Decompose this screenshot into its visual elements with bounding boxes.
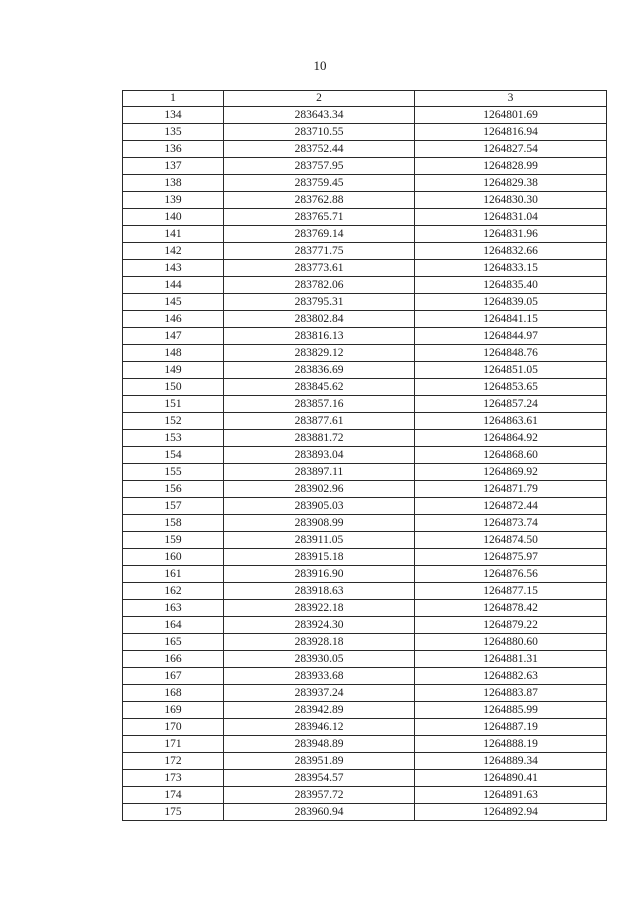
cell-point-number: 164 <box>123 617 224 634</box>
table-row <box>123 362 607 379</box>
cell-y-coordinate: 1264889.34 <box>415 753 607 770</box>
table-row <box>123 158 607 175</box>
cell-point-number: 136 <box>123 141 224 158</box>
cell-x-coordinate: 283905.03 <box>224 498 415 515</box>
table-row <box>123 753 607 770</box>
cell-point-number: 171 <box>123 736 224 753</box>
cell-point-number: 151 <box>123 396 224 413</box>
table-row <box>123 328 607 345</box>
cell-x-coordinate: 283951.89 <box>224 753 415 770</box>
cell-x-coordinate: 283881.72 <box>224 430 415 447</box>
table-row <box>123 736 607 753</box>
cell-y-coordinate: 1264882.63 <box>415 668 607 685</box>
table-row <box>123 107 607 124</box>
cell-y-coordinate: 1264835.40 <box>415 277 607 294</box>
table-row <box>123 549 607 566</box>
table-row <box>123 396 607 413</box>
cell-point-number: 159 <box>123 532 224 549</box>
cell-point-number: 156 <box>123 481 224 498</box>
table-row <box>123 481 607 498</box>
cell-x-coordinate: 283877.61 <box>224 413 415 430</box>
cell-y-coordinate: 1264888.19 <box>415 736 607 753</box>
table-row <box>123 209 607 226</box>
cell-x-coordinate: 283922.18 <box>224 600 415 617</box>
cell-x-coordinate: 283893.04 <box>224 447 415 464</box>
cell-y-coordinate: 1264872.44 <box>415 498 607 515</box>
cell-x-coordinate: 283857.16 <box>224 396 415 413</box>
header-y-coordinate: 3 <box>415 91 607 107</box>
cell-y-coordinate: 1264851.05 <box>415 362 607 379</box>
cell-x-coordinate: 283795.31 <box>224 294 415 311</box>
cell-y-coordinate: 1264875.97 <box>415 549 607 566</box>
cell-x-coordinate: 283710.55 <box>224 124 415 141</box>
cell-point-number: 157 <box>123 498 224 515</box>
table-row <box>123 430 607 447</box>
table-row <box>123 770 607 787</box>
cell-point-number: 138 <box>123 175 224 192</box>
cell-point-number: 165 <box>123 634 224 651</box>
cell-y-coordinate: 1264827.54 <box>415 141 607 158</box>
cell-y-coordinate: 1264868.60 <box>415 447 607 464</box>
cell-point-number: 168 <box>123 685 224 702</box>
table-row <box>123 260 607 277</box>
cell-point-number: 162 <box>123 583 224 600</box>
cell-x-coordinate: 283759.45 <box>224 175 415 192</box>
table-row <box>123 617 607 634</box>
cell-point-number: 173 <box>123 770 224 787</box>
cell-x-coordinate: 283946.12 <box>224 719 415 736</box>
cell-x-coordinate: 283933.68 <box>224 668 415 685</box>
cell-point-number: 140 <box>123 209 224 226</box>
cell-x-coordinate: 283908.99 <box>224 515 415 532</box>
cell-x-coordinate: 283957.72 <box>224 787 415 804</box>
cell-y-coordinate: 1264869.92 <box>415 464 607 481</box>
table-row <box>123 413 607 430</box>
cell-x-coordinate: 283752.44 <box>224 141 415 158</box>
cell-y-coordinate: 1264878.42 <box>415 600 607 617</box>
cell-point-number: 150 <box>123 379 224 396</box>
cell-x-coordinate: 283816.13 <box>224 328 415 345</box>
page-number: 10 <box>313 58 327 73</box>
cell-y-coordinate: 1264881.31 <box>415 651 607 668</box>
table-row <box>123 277 607 294</box>
table-row <box>123 124 607 141</box>
cell-y-coordinate: 1264892.94 <box>415 804 607 821</box>
cell-point-number: 160 <box>123 549 224 566</box>
cell-x-coordinate: 283773.61 <box>224 260 415 277</box>
table-row <box>123 515 607 532</box>
cell-x-coordinate: 283960.94 <box>224 804 415 821</box>
cell-y-coordinate: 1264839.05 <box>415 294 607 311</box>
cell-point-number: 137 <box>123 158 224 175</box>
cell-y-coordinate: 1264890.41 <box>415 770 607 787</box>
cell-y-coordinate: 1264831.04 <box>415 209 607 226</box>
cell-x-coordinate: 283771.75 <box>224 243 415 260</box>
table-row <box>123 634 607 651</box>
cell-y-coordinate: 1264864.92 <box>415 430 607 447</box>
cell-y-coordinate: 1264885.99 <box>415 702 607 719</box>
cell-x-coordinate: 283911.05 <box>224 532 415 549</box>
table-row <box>123 719 607 736</box>
table-row <box>123 685 607 702</box>
table-row <box>123 532 607 549</box>
table-row <box>123 668 607 685</box>
cell-x-coordinate: 283902.96 <box>224 481 415 498</box>
cell-x-coordinate: 283802.84 <box>224 311 415 328</box>
table-row <box>123 583 607 600</box>
cell-x-coordinate: 283836.69 <box>224 362 415 379</box>
cell-x-coordinate: 283924.30 <box>224 617 415 634</box>
cell-x-coordinate: 283930.05 <box>224 651 415 668</box>
cell-x-coordinate: 283897.11 <box>224 464 415 481</box>
cell-x-coordinate: 283954.57 <box>224 770 415 787</box>
table-row <box>123 175 607 192</box>
cell-point-number: 161 <box>123 566 224 583</box>
cell-y-coordinate: 1264873.74 <box>415 515 607 532</box>
cell-y-coordinate: 1264874.50 <box>415 532 607 549</box>
cell-y-coordinate: 1264879.22 <box>415 617 607 634</box>
cell-x-coordinate: 283757.95 <box>224 158 415 175</box>
cell-y-coordinate: 1264828.99 <box>415 158 607 175</box>
table-row <box>123 566 607 583</box>
cell-y-coordinate: 1264831.96 <box>415 226 607 243</box>
table-row <box>123 311 607 328</box>
table-row <box>123 294 607 311</box>
table-row <box>123 345 607 362</box>
table-row <box>123 379 607 396</box>
cell-x-coordinate: 283928.18 <box>224 634 415 651</box>
table-body <box>123 107 607 821</box>
cell-point-number: 144 <box>123 277 224 294</box>
cell-point-number: 158 <box>123 515 224 532</box>
cell-x-coordinate: 283942.89 <box>224 702 415 719</box>
cell-point-number: 170 <box>123 719 224 736</box>
table-row <box>123 226 607 243</box>
cell-point-number: 142 <box>123 243 224 260</box>
table-row <box>123 192 607 209</box>
cell-point-number: 174 <box>123 787 224 804</box>
cell-y-coordinate: 1264876.56 <box>415 566 607 583</box>
table-row <box>123 141 607 158</box>
table-header <box>123 91 607 107</box>
cell-point-number: 154 <box>123 447 224 464</box>
cell-y-coordinate: 1264833.15 <box>415 260 607 277</box>
cell-y-coordinate: 1264841.15 <box>415 311 607 328</box>
cell-y-coordinate: 1264871.79 <box>415 481 607 498</box>
cell-point-number: 166 <box>123 651 224 668</box>
cell-y-coordinate: 1264857.24 <box>415 396 607 413</box>
cell-point-number: 172 <box>123 753 224 770</box>
table-row <box>123 804 607 821</box>
table-row <box>123 498 607 515</box>
cell-point-number: 134 <box>123 107 224 124</box>
table-row <box>123 651 607 668</box>
cell-point-number: 155 <box>123 464 224 481</box>
cell-x-coordinate: 283769.14 <box>224 226 415 243</box>
cell-point-number: 149 <box>123 362 224 379</box>
table-row <box>123 600 607 617</box>
cell-y-coordinate: 1264848.76 <box>415 345 607 362</box>
cell-point-number: 163 <box>123 600 224 617</box>
cell-x-coordinate: 283782.06 <box>224 277 415 294</box>
cell-y-coordinate: 1264830.30 <box>415 192 607 209</box>
header-row <box>123 91 607 107</box>
cell-y-coordinate: 1264880.60 <box>415 634 607 651</box>
cell-y-coordinate: 1264801.69 <box>415 107 607 124</box>
table-row <box>123 464 607 481</box>
cell-y-coordinate: 1264863.61 <box>415 413 607 430</box>
cell-y-coordinate: 1264891.63 <box>415 787 607 804</box>
coordinates-table <box>122 90 607 821</box>
cell-point-number: 152 <box>123 413 224 430</box>
cell-x-coordinate: 283845.62 <box>224 379 415 396</box>
cell-x-coordinate: 283948.89 <box>224 736 415 753</box>
cell-point-number: 146 <box>123 311 224 328</box>
cell-y-coordinate: 1264832.66 <box>415 243 607 260</box>
cell-point-number: 145 <box>123 294 224 311</box>
cell-point-number: 148 <box>123 345 224 362</box>
cell-point-number: 153 <box>123 430 224 447</box>
cell-x-coordinate: 283916.90 <box>224 566 415 583</box>
cell-point-number: 147 <box>123 328 224 345</box>
header-x-coordinate: 2 <box>224 91 415 107</box>
cell-y-coordinate: 1264883.87 <box>415 685 607 702</box>
cell-x-coordinate: 283643.34 <box>224 107 415 124</box>
cell-x-coordinate: 283762.88 <box>224 192 415 209</box>
cell-y-coordinate: 1264844.97 <box>415 328 607 345</box>
cell-x-coordinate: 283829.12 <box>224 345 415 362</box>
table-row <box>123 787 607 804</box>
cell-x-coordinate: 283937.24 <box>224 685 415 702</box>
cell-y-coordinate: 1264853.65 <box>415 379 607 396</box>
cell-point-number: 141 <box>123 226 224 243</box>
cell-x-coordinate: 283765.71 <box>224 209 415 226</box>
cell-point-number: 143 <box>123 260 224 277</box>
cell-y-coordinate: 1264887.19 <box>415 719 607 736</box>
cell-point-number: 175 <box>123 804 224 821</box>
cell-y-coordinate: 1264829.38 <box>415 175 607 192</box>
table-row <box>123 243 607 260</box>
table-row <box>123 702 607 719</box>
cell-point-number: 167 <box>123 668 224 685</box>
cell-point-number: 169 <box>123 702 224 719</box>
table-row <box>123 447 607 464</box>
cell-point-number: 139 <box>123 192 224 209</box>
cell-x-coordinate: 283915.18 <box>224 549 415 566</box>
cell-x-coordinate: 283918.63 <box>224 583 415 600</box>
cell-point-number: 135 <box>123 124 224 141</box>
cell-y-coordinate: 1264877.15 <box>415 583 607 600</box>
cell-y-coordinate: 1264816.94 <box>415 124 607 141</box>
header-point-number: 1 <box>123 91 224 107</box>
